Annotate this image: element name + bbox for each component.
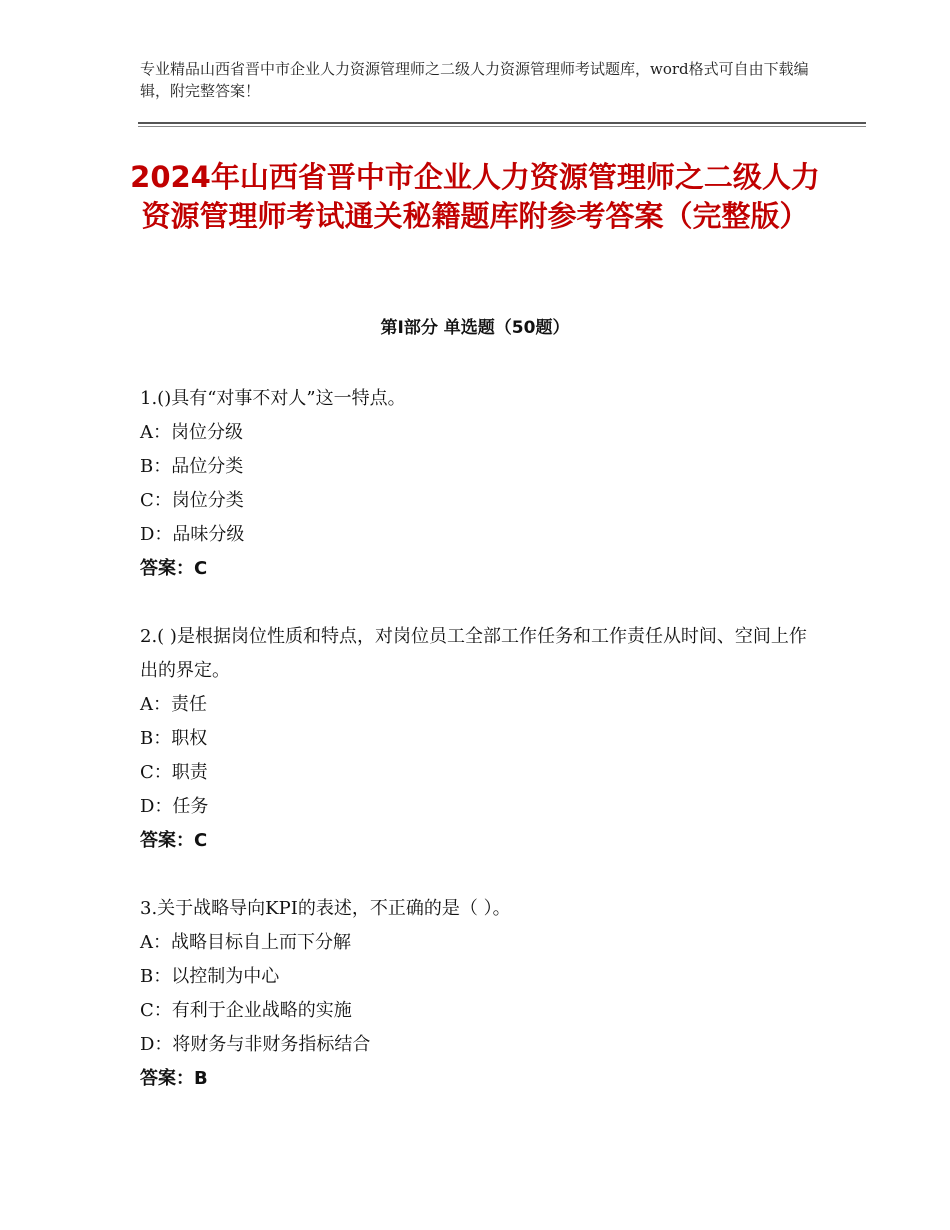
option-c: C：职责	[140, 762, 208, 783]
option-b: B：品位分类	[140, 456, 244, 477]
option-d: D：任务	[140, 796, 209, 817]
option-c: C：岗位分类	[140, 490, 244, 511]
option-b: B：职权	[140, 728, 208, 749]
answer: 答案：C	[140, 830, 208, 851]
header-rule-thick	[138, 122, 866, 124]
header-rule-thin	[138, 126, 866, 127]
answer: 答案：B	[140, 1068, 208, 1089]
question-3	[140, 892, 820, 1096]
option-d: D：将财务与非财务指标结合	[140, 1034, 371, 1055]
question-stem: 2.( )是根据岗位性质和特点，对岗位员工全部工作任务和工作责任从时间、空间上作出的界定。	[140, 626, 807, 681]
section-title: 第Ⅰ部分 单选题（50题）	[380, 318, 570, 338]
option-d: D：品味分级	[140, 524, 245, 545]
question-2	[140, 620, 820, 858]
question-1	[140, 382, 820, 586]
answer: 答案：C	[140, 558, 208, 579]
option-a: A：岗位分级	[140, 422, 243, 443]
question-list	[140, 382, 820, 1130]
option-b: B：以控制为中心	[140, 966, 280, 987]
question-stem: 1.()具有“对事不对人”这一特点。	[140, 388, 406, 409]
option-c: C：有利于企业战略的实施	[140, 1000, 352, 1021]
option-a: A：战略目标自上而下分解	[140, 932, 351, 953]
option-a: A：责任	[140, 694, 207, 715]
question-stem: 3.关于战略导向KPI的表述，不正确的是（ ）。	[140, 898, 511, 919]
document-title: 2024年山西省晋中市企业人力资源管理师之二级人力资源管理师考试通关秘籍题库附参考答案（完整版）	[130, 160, 820, 233]
header-note: 专业精品山西省晋中市企业人力资源管理师之二级人力资源管理师考试题库，word格式可自由下载编辑，附完整答案！	[140, 60, 809, 100]
